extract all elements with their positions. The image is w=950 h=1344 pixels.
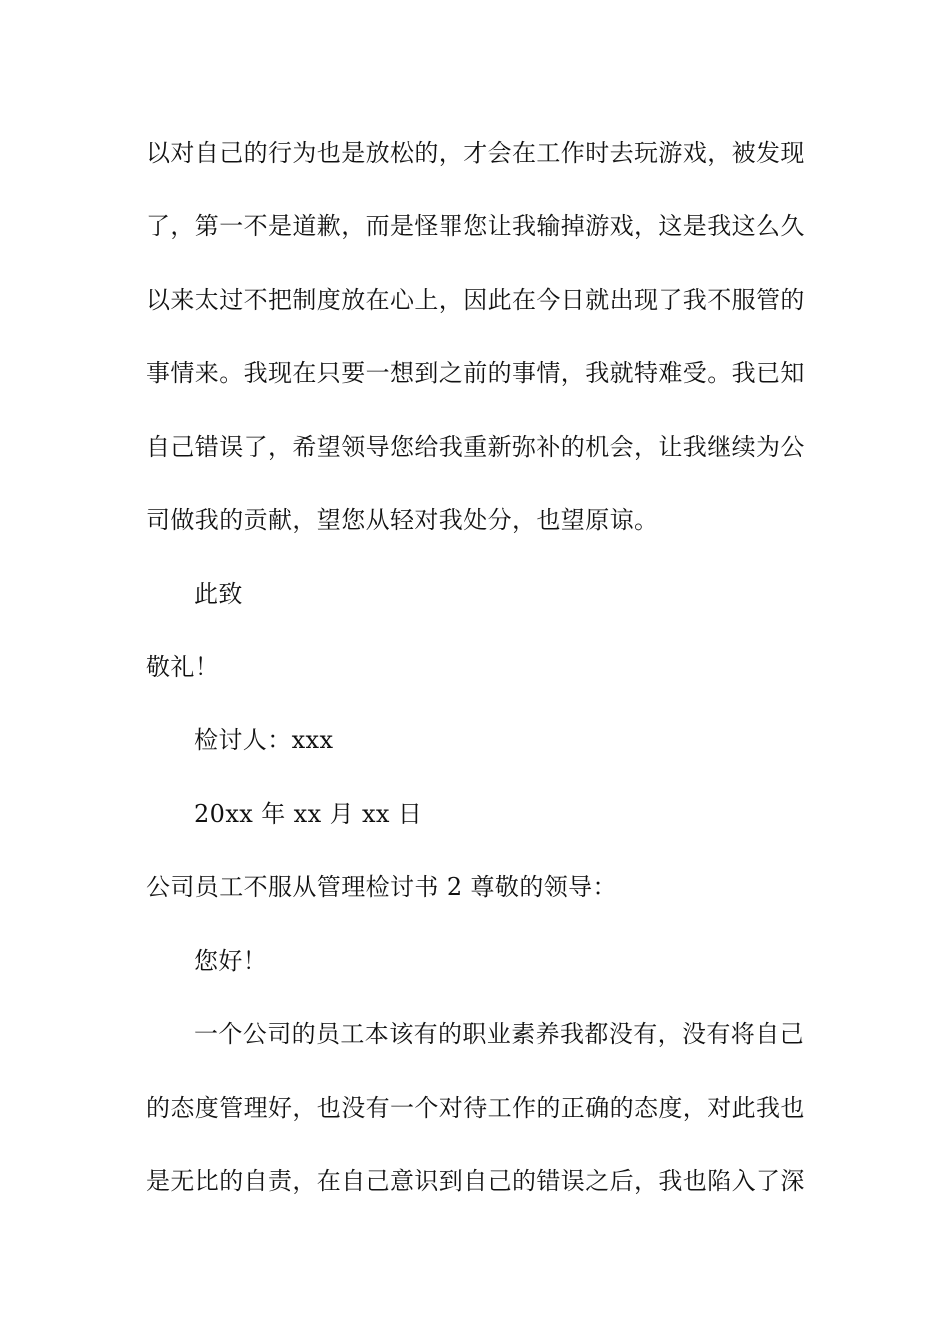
paragraph-line: 事情来。我现在只要一想到之前的事情，我就特难受。我已知: [146, 359, 805, 387]
paragraph-line: 的态度管理好，也没有一个对待工作的正确的态度，对此我也: [146, 1094, 805, 1122]
date-line: 20xx 年 xx 月 xx 日: [194, 800, 423, 828]
paragraph-line: 是无比的自责，在自己意识到自己的错误之后，我也陷入了深: [146, 1167, 805, 1195]
greeting-line: 您好！: [194, 947, 268, 975]
paragraph-line: 以对自己的行为也是放松的，才会在工作时去玩游戏，被发现: [146, 139, 805, 167]
paragraph-line: 一个公司的员工本该有的职业素养我都没有，没有将自己: [194, 1020, 804, 1048]
salutation-line: 敬礼！: [146, 653, 220, 681]
closing-line: 此致: [194, 580, 243, 608]
paragraph-line: 司做我的贡献，望您从轻对我处分，也望原谅。: [146, 506, 659, 534]
signature-line: 检讨人：xxx: [194, 726, 334, 754]
section-heading: 公司员工不服从管理检讨书 2 尊敬的领导：: [146, 873, 617, 901]
paragraph-line: 自己错误了，希望领导您给我重新弥补的机会，让我继续为公: [146, 433, 805, 461]
paragraph-line: 了，第一不是道歉，而是怪罪您让我输掉游戏，这是我这么久: [146, 212, 805, 240]
paragraph-line: 以来太过不把制度放在心上，因此在今日就出现了我不服管的: [146, 286, 805, 314]
